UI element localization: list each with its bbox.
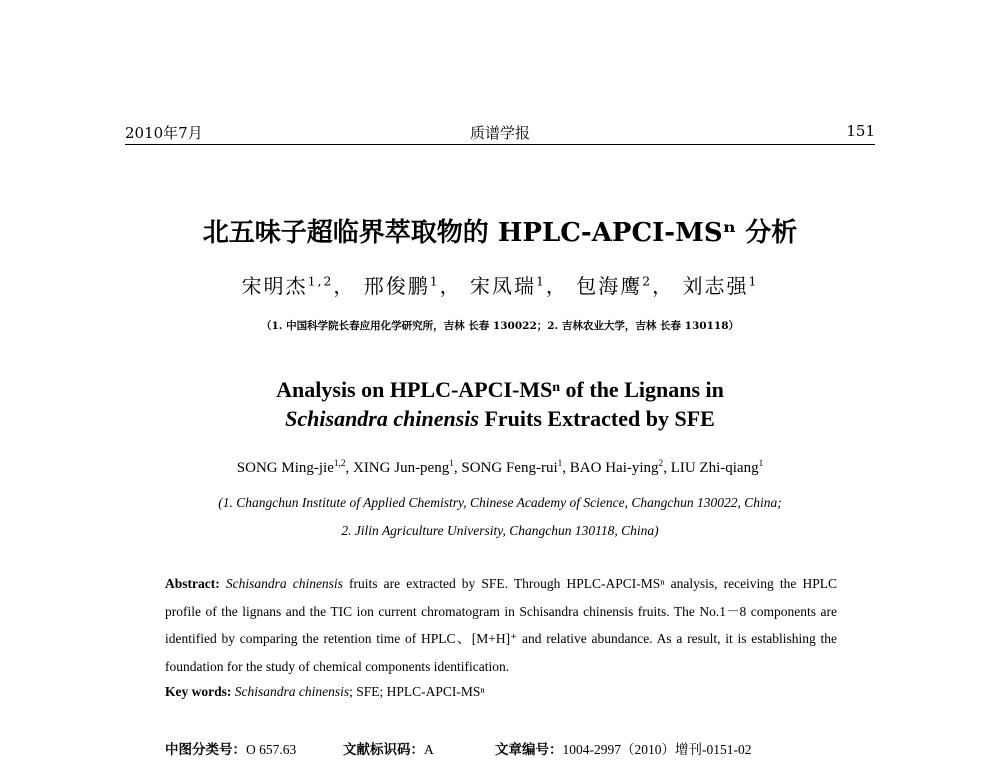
author-name: BAO Hai-ying	[569, 460, 659, 476]
abstract-label: Abstract:	[165, 576, 220, 591]
author-name: SONG Ming-jie	[236, 460, 334, 476]
author-affiliation-mark: 1	[557, 459, 563, 469]
keywords	[165, 684, 485, 700]
page-number: 151	[846, 122, 875, 140]
author-affiliation-mark: 1	[535, 273, 546, 289]
clc-value: O 657.63	[246, 742, 297, 757]
english-title-line-1: Analysis on HPLC-APCI-MSⁿ of the Lignans in	[276, 377, 724, 402]
author-name: 包海鹰	[576, 274, 643, 298]
author-affiliation-mark: 2	[642, 273, 653, 289]
article-label: 文章编号：	[495, 742, 563, 757]
author-name: LIU Zhi-qiang	[670, 460, 759, 476]
author-name: 刘志强	[682, 274, 749, 298]
abstract-text: fruits are extracted by SFE. Through HPLC-APCI-MSⁿ analysis, receiving the HPLC profile of the lignans and the TIC ion current chromatogram in Schisandra chinensis fruits. The No.1－8 components are identified by comparing the retention time of HPLC、[M+H]⁺ and relative abundance. As a result, it is establishing the foundation for the study of chemical components identification.	[165, 576, 838, 674]
species-name: Schisandra chinensis	[285, 406, 479, 431]
author-affiliation-mark: 1	[758, 459, 764, 469]
doc-value: A	[424, 742, 434, 757]
english-title-line-2	[0, 406, 1000, 432]
author-affiliation-mark: 1	[429, 273, 440, 289]
article-number	[495, 738, 752, 758]
author-affiliation-mark: 1	[449, 459, 454, 469]
author-name: 邢俊鹏	[363, 274, 430, 298]
author-affiliation-mark: 1	[748, 273, 759, 289]
author-name: 宋明杰	[241, 274, 308, 298]
journal-name: 质谱学报	[469, 124, 530, 142]
english-author-list: SONG Ming-jie$^{1,2}$, XING Jun-peng$^1$, SONG Feng-rui$^1$, BAO Hai-ying$^2$, LIU Zhi-qiang$^1$	[236, 459, 764, 476]
abstract-species: Schisandra chinensis	[225, 576, 343, 591]
keywords-species: Schisandra chinensis	[234, 684, 350, 699]
abstract	[165, 570, 837, 680]
keywords-rest: ; SFE; HPLC-APCI-MSⁿ	[349, 684, 485, 699]
clc-label: 中图分类号：	[165, 742, 246, 757]
clc-number	[165, 738, 296, 758]
keywords-label: Key words:	[165, 684, 232, 699]
chinese-title: 北五味子超临界萃取物的 HPLC-APCI-MSⁿ 分析	[202, 218, 798, 248]
author-name: 宋凤瑞	[469, 274, 536, 298]
author-affiliation-mark: 1,2	[307, 273, 334, 289]
document-code	[343, 738, 434, 758]
running-header	[125, 118, 875, 145]
author-name: SONG Feng-rui	[461, 460, 558, 476]
english-affiliation-line-2: 2. Jilin Agriculture University, Changchun 130118, China)	[341, 523, 659, 538]
issue-date: 2010年7月	[125, 124, 203, 142]
article-value: 1004-2997（2010）增刊-0151-02	[562, 742, 752, 757]
english-affiliation-line-1: (1. Changchun Institute of Applied Chemistry, Chinese Academy of Science, Changchun 130022, China;	[218, 495, 782, 510]
author-affiliation-mark: 2	[658, 459, 664, 469]
author-name: XING Jun-peng	[352, 460, 450, 476]
author-affiliation-mark: 1,2	[333, 459, 346, 469]
doc-label: 文献标识码：	[343, 742, 424, 757]
title-rest: Fruits Extracted by SFE	[478, 406, 715, 431]
chinese-author-list: 宋明杰$^{1,2}$， 邢俊鹏$^1$， 宋凤瑞$^1$， 包海鹰$^2$， 刘志强$^1$	[241, 273, 759, 298]
chinese-affiliation: （1. 中国科学院长春应用化学研究所，吉林 长春 130022；2. 吉林农业大学，吉林 长春 130118）	[260, 320, 740, 332]
